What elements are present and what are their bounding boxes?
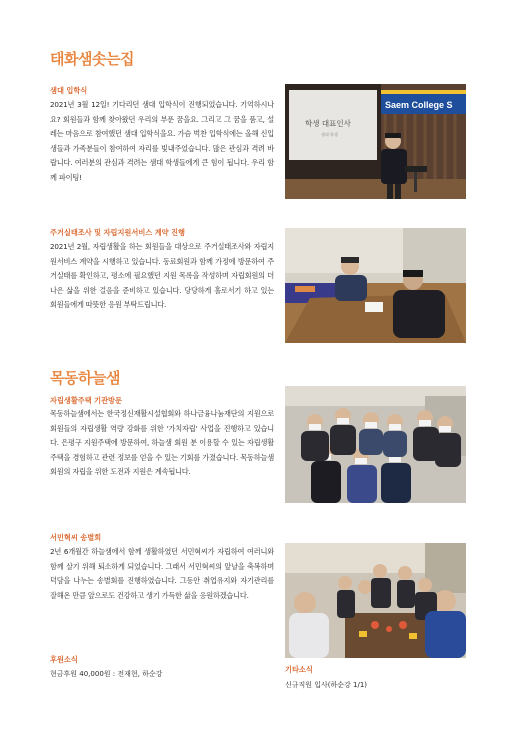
article-body-entrance: 2021년 3월 12일! 기다리던 샘대 입학식이 진행되었습니다. 기억하시나요? 회원들과 함께 찾아왔던 우리의 부푼 꿈을요. 그리고 그 꿈을 품고, 설레는 마음으로 참여했던 샘대 입학식을요. 가슴 벅찬 입학식에는 올해 신입생들과 가족분들이 참여하여 자리를 빛내주었습니다. 많은 관심과 격려 바랍니다. 여러분의 관심과 격려는 샘대 학생들에게 큰 힘이 됩니다. 우리 함께 파이팅! [50,100,274,182]
photo-housing-visit [285,228,466,343]
article-subtitle-visit: 자립생활주택 기관방문 [50,396,122,405]
article-subtitle-entrance: 샘대 입학식 [50,86,88,95]
donation-label: 후원소식 [50,655,78,664]
banner-text: Saem College S [385,100,453,110]
donation-text: 현금후원 40,000원 : 전재현, 하순강 [50,670,163,678]
photo-entrance-ceremony [285,84,466,199]
section-title-taehwa: 태화샘솟는집 [50,50,134,68]
article-body-farewell: 2년 6개월간 하늘샘에서 함께 생활하였던 서민혁씨가 자립하여 여러니와 함께 살기 위해 퇴소하게 되었습니다. 그래서 서민혁씨의 앞날을 축복하며 덕담을 나누는 송별회를 진행하였습니다. 그동안 취업유지와 자기관리를 잘해온 만큼 앞으로도 건강하고 생기 가득한 삶을 응원하겠습니다. [50,547,274,600]
photo-farewell-party [285,543,466,658]
screen-text: 학생 대표인사 [305,119,351,128]
other-news-text: 신규직원 입사(하순강 1/1) [285,681,368,689]
svg-text:샘대 학생: 샘대 학생 [321,132,338,137]
article-subtitle-farewell: 서민혁씨 송별회 [50,533,102,542]
other-news-label: 기타소식 [285,665,313,674]
section-title-mokdong: 목동하늘샘 [50,369,120,387]
article-body-visit: 목동하늘샘에서는 한국정신재활시설협회와 하나금융나눔재단의 지원으로 회원들의 자립생활 역량 강화를 위한 '가치자립' 사업을 진행하고 있습니다. 은평구 지원주택에 방문하여, 하늘샘 회원 분 이용할 수 있는 자립생활주택을 경험하고 관련 정보를 얻을 수 있는 기회를 가졌습니다. 목동하늘샘 회원의 자립을 위한 도전과 지원은 계속됩니다. [50,409,274,476]
photo-group-visit [285,386,466,503]
article-body-housing: 2021년 2월, 자립생활을 하는 회원들을 대상으로 주거실태조사와 자립지원서비스 계약을 시행하고 있습니다. 동료회원과 함께 가정에 방문하여 주거실태를 확인하고, 평소에 필요했던 지원 목록을 작성하며 자립회원의 더 나은 삶을 위한 걸음을 준비하고 있습니다. 당당하게 홀로서기 하고 있는 회원들에게 따뜻한 응원 부탁드립니다. [50,242,274,309]
article-subtitle-housing: 주거실태조사 및 자립지원서비스 계약 진행 [50,228,185,237]
